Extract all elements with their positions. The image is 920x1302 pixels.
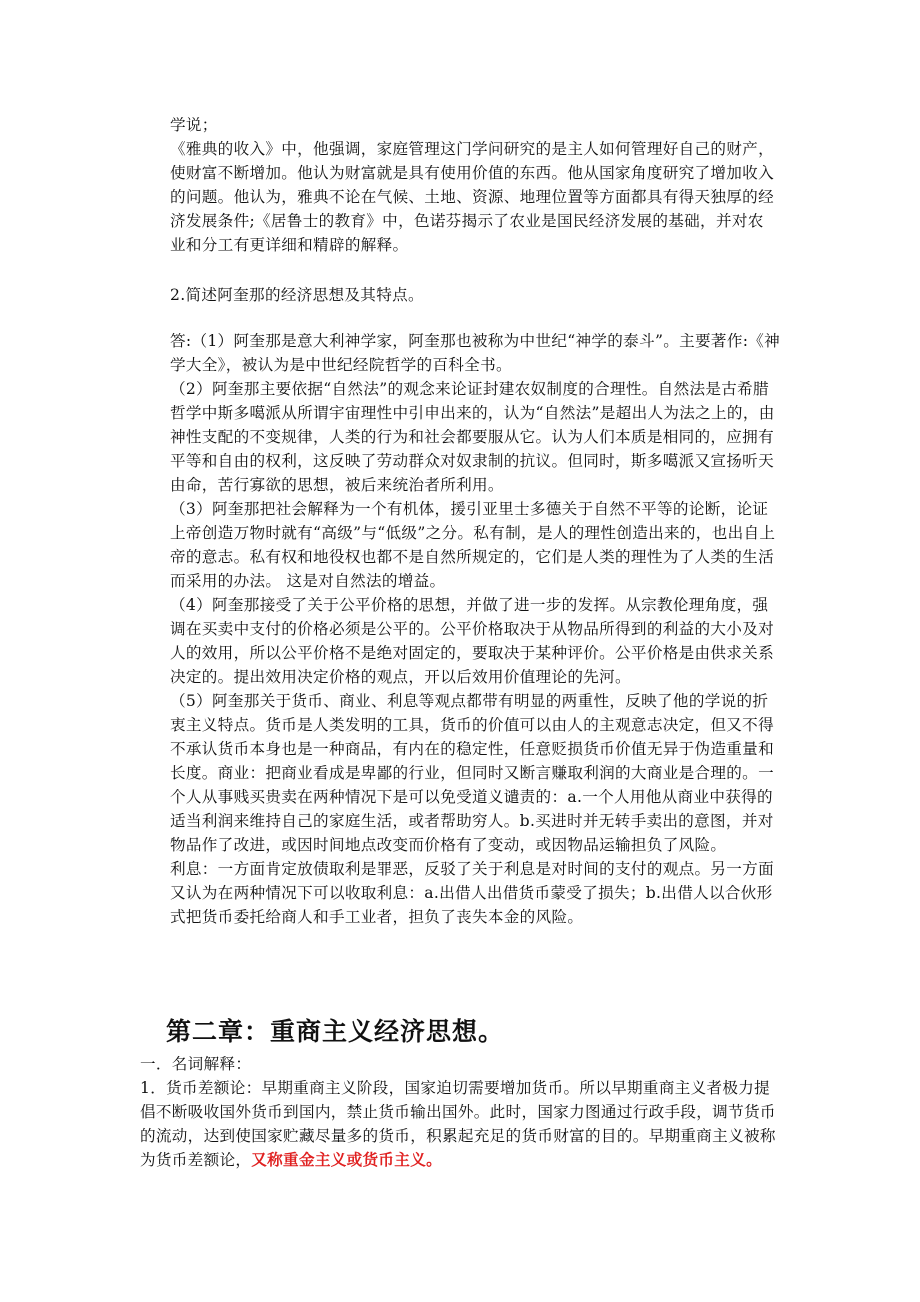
answer-line-17: 衷主义特点。货币是人类发明的工具，货币的价值可以由人的主观意志决定，但又不得 — [170, 716, 774, 734]
answer-line-10: 帝的意志。私有权和地役权也都不是自然所规定的，它们是人类的理性为了人类的生活 — [170, 548, 774, 566]
section1-line-1: 学说； — [170, 116, 218, 134]
answer-line-23: 利息：一方面肯定放债取利是罪恶，反驳了关于利息是对时间的支付的观点。另一方面 — [170, 860, 774, 878]
answer-line-2: 学大全》，被认为是中世纪经院哲学的百科全书。 — [170, 356, 512, 374]
answer-line-16: （5）阿奎那关于货币、商业、利息等观点都带有明显的两重性，反映了他的学说的折 — [170, 692, 769, 710]
term-line-1: 1．货币差额论：早期重商主义阶段，国家迫切需要增加货币。所以早期重商主义者极力提 — [140, 1079, 771, 1097]
question-2-title: 2.简述阿奎那的经济思想及其特点。 — [170, 286, 424, 304]
term-line-4-text: 为货币差额论， — [140, 1151, 252, 1169]
term-line-2: 倡不断吸收国外货币到国内，禁止货币输出国外。此时，国家力图通过行政手段，调节货币 — [140, 1103, 776, 1121]
section-label-terms: 一．名词解释： — [140, 1055, 252, 1073]
term-emphasis-text: 又称重金主义或货币主义。 — [251, 1150, 442, 1169]
answer-line-3: （2）阿奎那主要依据“自然法”的观念来论证封建农奴制度的合理性。自然法是古希腊 — [170, 380, 769, 398]
answer-line-7: 由命，苦行寡欲的思想，被后来统治者所利用。 — [170, 476, 504, 494]
answer-line-4: 哲学中斯多噶派从所谓宇宙理性中引申出来的，认为“自然法”是超出人为法之上的，由 — [170, 404, 775, 422]
section1-line-6: 业和分工有更详细和精辟的解释。 — [170, 236, 409, 254]
section1-line-3: 使财富不断增加。他认为财富就是具有使用价值的东西。他从国家角度研究了增加收入 — [170, 164, 774, 182]
term-line-4 — [140, 1148, 442, 1172]
answer-line-5: 神性支配的不变规律，人类的行为和社会都要服从它。认为人们本质是相同的，应拥有 — [170, 428, 774, 446]
answer-line-18: 不承认货币本身也是一种商品，有内在的稳定性，任意贬损货币价值无异于伪造重量和 — [170, 740, 774, 758]
answer-line-21: 适当利润来维持自己的家庭生活，或者帮助穷人。b.买进时并无转手卖出的意图，并对 — [170, 812, 774, 830]
answer-line-1: 答:（1）阿奎那是意大利神学家，阿奎那也被称为中世纪“神学的泰斗”。主要著作:《神 — [170, 332, 781, 350]
answer-line-6: 平等和自由的权利，这反映了劳动群众对奴隶制的抗议。但同时，斯多噶派又宣扬听天 — [170, 452, 774, 470]
term-line-3: 的流动，达到使国家贮藏尽量多的货币，积累起充足的货币财富的目的。早期重商主义被称 — [140, 1127, 776, 1145]
chapter-2-title: 第二章：重商主义经济思想。 — [166, 1017, 505, 1046]
answer-line-24: 又认为在两种情况下可以收取利息：a.出借人出借货币蒙受了损失；b.出借人以合伙形 — [170, 884, 773, 902]
section1-line-4: 的问题。他认为，雅典不论在气候、土地、资源、地理位置等方面都具有得天独厚的经 — [170, 188, 774, 206]
section1-line-5: 济发展条件;《居鲁士的教育》中，色诺芬揭示了农业是国民经济发展的基础，并对农 — [170, 212, 764, 230]
answer-line-19: 长度。商业：把商业看成是卑鄙的行业，但同时又断言赚取利润的大商业是合理的。一 — [170, 764, 774, 782]
section1-line-2: 《雅典的收入》中，他强调，家庭管理这门学问研究的是主人如何管理好自己的财产， — [170, 140, 774, 158]
answer-line-20: 个人从事贱买贵卖在两种情况下是可以免受道义谴责的：a.一个人用他从商业中获得的 — [170, 788, 773, 806]
answer-line-22: 物品作了改进，或因时间地点改变而价格有了变动，或因物品运输担负了风险。 — [170, 836, 727, 854]
answer-line-11: 而采用的办法。 这是对自然法的增益。 — [170, 572, 446, 590]
answer-line-13: 调在买卖中支付的价格必须是公平的。公平价格取决于从物品所得到的利益的大小及对 — [170, 620, 774, 638]
answer-line-9: 上帝创造万物时就有“高级”与“低级”之分。私有制，是人的理性创造出来的，也出自上 — [170, 524, 776, 542]
answer-line-15: 决定的。提出效用决定价格的观点，开以后效用价值理论的先河。 — [170, 668, 631, 686]
answer-line-25: 式把货币委托给商人和手工业者，担负了丧失本金的风险。 — [170, 908, 584, 926]
answer-line-8: （3）阿奎那把社会解释为一个有机体，援引亚里士多德关于自然不平等的论断，论证 — [170, 500, 769, 518]
answer-line-14: 人的效用，所以公平价格不是绝对固定的，要取决于某种评价。公平价格是由供求关系 — [170, 644, 774, 662]
answer-line-12: （4）阿奎那接受了关于公平价格的思想，并做了进一步的发挥。从宗教伦理角度，强 — [170, 596, 769, 614]
